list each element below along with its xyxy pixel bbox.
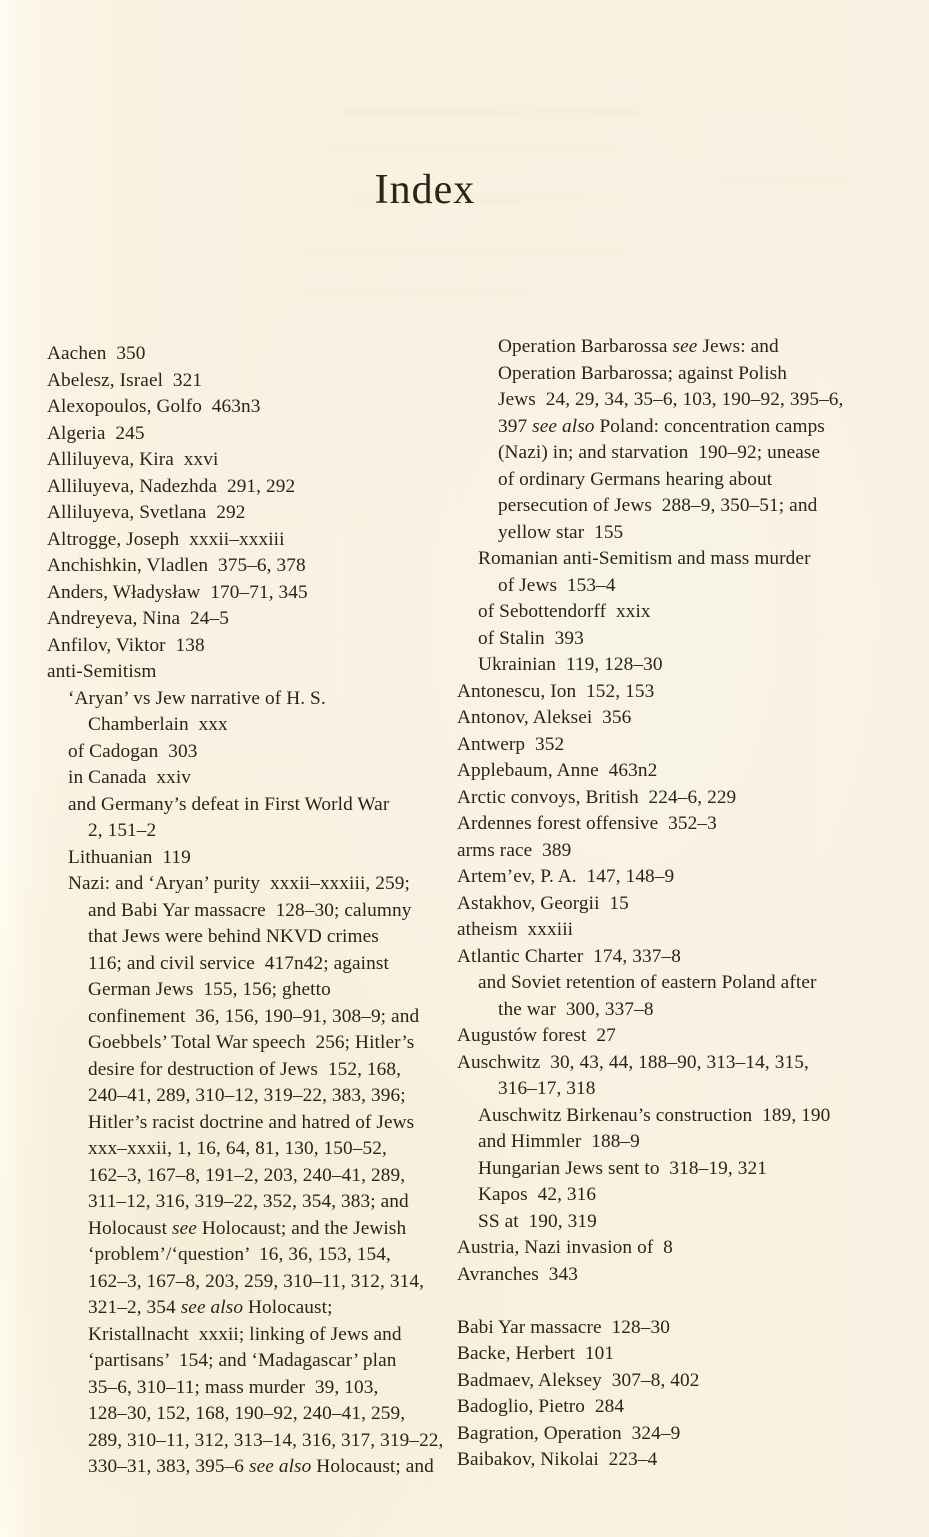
index-line: of Sebottendorff xxix bbox=[478, 601, 651, 622]
index-line: Operation Barbarossa; against Polish bbox=[498, 362, 788, 384]
index-line: Badoglio, Pietro 284 bbox=[457, 1396, 625, 1417]
index-line: of Jews 153–4 bbox=[498, 574, 616, 596]
index-line: Algeria 245 bbox=[47, 422, 145, 444]
bleed-through-texture bbox=[300, 250, 630, 255]
index-line: Chamberlain xxx bbox=[88, 714, 228, 735]
index-line: Bagration, Operation 324–9 bbox=[457, 1422, 681, 1444]
index-line: Kristallnacht xxxii; linking of Jews and bbox=[88, 1323, 402, 1345]
index-line: Romanian anti-Semitism and mass murder bbox=[478, 548, 811, 569]
index-line: anti-Semitism bbox=[47, 661, 157, 682]
page-title: Index bbox=[374, 167, 476, 213]
index-line: the war 300, 337–8 bbox=[498, 998, 654, 1020]
index-line: Avranches 343 bbox=[457, 1263, 578, 1285]
bleed-through-texture bbox=[340, 108, 640, 114]
index-line: and Himmler 188–9 bbox=[478, 1131, 640, 1152]
index-line: atheism xxxiii bbox=[457, 919, 574, 940]
index-line: ‘problem’/‘question’ 16, 36, 153, 154, bbox=[88, 1244, 391, 1265]
index-line: SS at 190, 319 bbox=[478, 1210, 597, 1232]
index-line: and Soviet retention of eastern Poland after bbox=[478, 972, 817, 993]
index-line: 128–30, 152, 168, 190–92, 240–41, 259, bbox=[88, 1403, 406, 1424]
index-line: Backe, Herbert 101 bbox=[457, 1343, 615, 1364]
index-line: that Jews were behind NKVD crimes bbox=[88, 926, 379, 947]
index-line: and Germany’s defeat in First World War bbox=[68, 793, 390, 815]
index-line: Ukrainian 119, 128–30 bbox=[478, 654, 663, 675]
index-line: Antwerp 352 bbox=[457, 733, 565, 755]
index-line: Nazi: and ‘Aryan’ purity xxxii–xxxiii, 259; bbox=[68, 873, 410, 894]
index-column-right bbox=[457, 334, 897, 1474]
index-line: Operation Barbarossa see Jews: and bbox=[498, 336, 779, 357]
index-line: and Babi Yar massacre 128–30; calumny bbox=[88, 899, 412, 921]
index-line: 321–2, 354 see also Holocaust; bbox=[88, 1297, 333, 1318]
index-line: Atlantic Charter 174, 337–8 bbox=[457, 945, 681, 967]
index-line: 316–17, 318 bbox=[498, 1078, 596, 1099]
index-column-left bbox=[47, 341, 457, 1481]
index-line: (Nazi) in; and starvation 190–92; unease bbox=[498, 442, 821, 463]
index-line: 2, 151–2 bbox=[88, 820, 157, 841]
index-line: 240–41, 289, 310–12, 319–22, 383, 396; bbox=[88, 1085, 406, 1106]
index-line: of Cadogan 303 bbox=[68, 740, 198, 762]
index-line: Alexopoulos, Golfo 463n3 bbox=[47, 396, 261, 417]
index-line: Badmaev, Aleksey 307–8, 402 bbox=[457, 1369, 700, 1391]
index-line: Hitler’s racist doctrine and hatred of Jews bbox=[88, 1111, 415, 1133]
index-line: Augustów forest 27 bbox=[457, 1025, 616, 1046]
index-blank-line bbox=[457, 1288, 897, 1315]
index-line: Kapos 42, 316 bbox=[478, 1184, 597, 1205]
index-line: 397 see also Poland: concentration camps bbox=[498, 415, 825, 437]
index-line: Applebaum, Anne 463n2 bbox=[457, 760, 658, 781]
index-line: 162–3, 167–8, 191–2, 203, 240–41, 289, bbox=[88, 1164, 406, 1186]
index-line: 162–3, 167–8, 203, 259, 310–11, 312, 314, bbox=[88, 1270, 424, 1292]
index-line: Alliluyeva, Kira xxvi bbox=[47, 449, 219, 470]
index-line: Holocaust see Holocaust; and the Jewish bbox=[88, 1217, 407, 1239]
index-line: desire for destruction of Jews 152, 168, bbox=[88, 1058, 402, 1080]
index-line: 330–31, 383, 395–6 see also Holocaust; and bbox=[88, 1456, 434, 1477]
index-line: Auschwitz Birkenau’s construction 189, 190 bbox=[478, 1104, 831, 1126]
index-line: Astakhov, Georgii 15 bbox=[457, 892, 629, 914]
index-line: ‘partisans’ 154; and ‘Madagascar’ plan bbox=[88, 1350, 397, 1371]
index-line: Artem’ev, P. A. 147, 148–9 bbox=[457, 866, 675, 887]
index-line: 289, 310–11, 312, 313–14, 316, 317, 319–22, bbox=[88, 1429, 444, 1451]
bleed-through-texture bbox=[295, 292, 535, 297]
index-line: Anchishkin, Vladlen 375–6, 378 bbox=[47, 555, 306, 576]
index-line: arms race 389 bbox=[457, 839, 572, 861]
index-line: Lithuanian 119 bbox=[68, 846, 191, 868]
index-line: Ardennes forest offensive 352–3 bbox=[457, 813, 717, 834]
index-line: Auschwitz 30, 43, 44, 188–90, 313–14, 315, bbox=[457, 1051, 809, 1073]
index-line: yellow star 155 bbox=[498, 521, 624, 543]
index-line: Babi Yar massacre 128–30 bbox=[457, 1316, 670, 1338]
index-line: ‘Aryan’ vs Jew narrative of H. S. bbox=[68, 687, 326, 709]
index-line: Altrogge, Joseph xxxii–xxxiii bbox=[47, 528, 285, 550]
index-line: 311–12, 316, 319–22, 352, 354, 383; and bbox=[88, 1191, 409, 1212]
index-line: Aachen 350 bbox=[47, 343, 146, 364]
index-line: Goebbels’ Total War speech 256; Hitler’s bbox=[88, 1032, 415, 1053]
index-line: Anders, Władysław 170–71, 345 bbox=[47, 581, 308, 603]
index-line: in Canada xxiv bbox=[68, 767, 192, 788]
index-line: 35–6, 310–11; mass murder 39, 103, bbox=[88, 1376, 379, 1398]
bleed-through-texture bbox=[325, 146, 620, 151]
index-line: Baibakov, Nikolai 223–4 bbox=[457, 1449, 658, 1470]
index-line: German Jews 155, 156; ghetto bbox=[88, 979, 331, 1000]
index-line: Hungarian Jews sent to 318–19, 321 bbox=[478, 1157, 767, 1179]
index-line: Antonov, Aleksei 356 bbox=[457, 707, 632, 728]
index-line: 116; and civil service 417n42; against bbox=[88, 952, 389, 974]
index-line: of ordinary Germans hearing about bbox=[498, 468, 773, 490]
index-line: Anfilov, Viktor 138 bbox=[47, 634, 205, 656]
index-line: of Stalin 393 bbox=[478, 627, 584, 649]
index-line: Andreyeva, Nina 24–5 bbox=[47, 608, 230, 629]
index-line: Alliluyeva, Nadezhda 291, 292 bbox=[47, 475, 296, 497]
index-line: Antonescu, Ion 152, 153 bbox=[457, 680, 655, 702]
index-line: Alliluyeva, Svetlana 292 bbox=[47, 502, 246, 523]
index-line: Arctic convoys, British 224–6, 229 bbox=[457, 786, 737, 808]
index-line: xxx–xxxii, 1, 16, 64, 81, 130, 150–52, bbox=[88, 1138, 387, 1159]
index-line: Abelesz, Israel 321 bbox=[47, 369, 203, 391]
index-line: confinement 36, 156, 190–91, 308–9; and bbox=[88, 1005, 420, 1027]
index-line: persecution of Jews 288–9, 350–51; and bbox=[498, 495, 818, 516]
index-line: Austria, Nazi invasion of 8 bbox=[457, 1237, 673, 1258]
index-line: Jews 24, 29, 34, 35–6, 103, 190–92, 395–6, bbox=[498, 389, 844, 410]
